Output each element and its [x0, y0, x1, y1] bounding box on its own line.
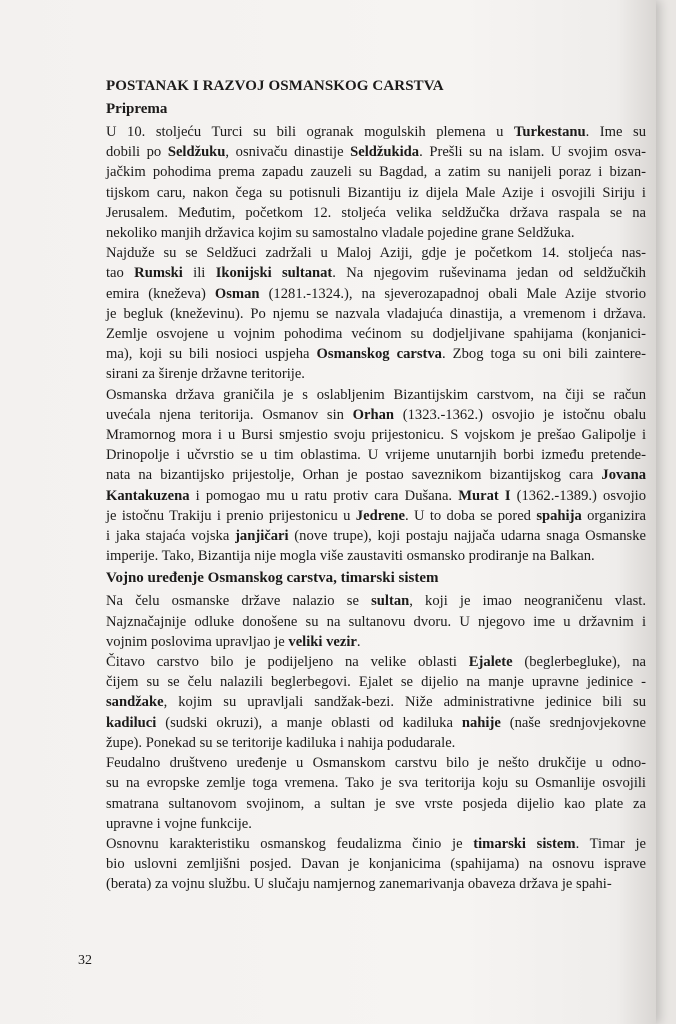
text-line: bio uslovni zemljišni posjed. Davan je konjanicima (spahijama) na osnovu isprave — [106, 856, 646, 873]
text-line: Najduže su se Seldžuci zadržali u Maloj Aziji, gdje je početkom 14. stoljeća nas- — [106, 245, 646, 262]
text-line: je istočnu Trakiju i prenio prijestonicu u Jedrene. U to doba se pored spahija organizira — [106, 507, 646, 524]
bold-term: Murat I — [458, 487, 511, 504]
bold-term: Jovana — [601, 467, 646, 484]
bold-term: janjičari — [235, 528, 289, 545]
bold-term: veliki vezir — [288, 633, 357, 650]
text-line: imperije. Tako, Bizantija nije mogla više zaustaviti osmansko prodiranje na Balkan. — [106, 548, 595, 565]
text-line: upravne i vojne funkcije. — [106, 815, 252, 832]
bold-term: Rumski — [134, 265, 183, 282]
bold-term: Jedrene — [355, 507, 405, 524]
text-line: tao Rumski ili Ikonijski sultanat. Na njegovim ruševinama jedan od seldžučkih — [106, 265, 646, 282]
paragraph-2 — [106, 243, 646, 384]
text-line: župe). Ponekad su se teritorije kadiluka i nahija podudarale. — [106, 734, 456, 751]
text-line: sandžake, kojim su upravljali sandžak-bezi. Niže administrativne jedinice bili su — [106, 694, 646, 711]
text-line: Zemlje osvojene u vojnim pohodima većinom su dodjeljivane spahijama (konjanici- — [106, 326, 646, 343]
text-line: jačkim pohodima prema zapadu zauzeli su Bagdad, a zatim su nanijeli poraz i bizan- — [106, 164, 646, 181]
bold-term: Kantakuzena — [106, 487, 190, 504]
text-line: kadiluci (sudski okruzi), a manje oblasti od kadiluka nahije (naše srednjovjekovne — [106, 714, 646, 731]
bold-term: timarski sistem — [473, 835, 576, 852]
text-line: ma), koji su bili nosioci uspjeha Osmanskog carstva. Zbog toga su oni bili zaintere- — [106, 346, 647, 363]
text-line: Osnovnu karakteristiku osmanskog feudalizma činio je timarski sistem. Timar je — [106, 835, 646, 852]
text-line: Kantakuzena i pomogao mu u ratu protiv cara Dušana. Murat I (1362.-1389.) osvojio — [106, 487, 647, 504]
text-line: je begluk (kneževinu). Po njemu se nazvala vladajuća dinastija, a vremenom i država. — [106, 305, 646, 322]
bold-term: Osman — [214, 285, 260, 302]
text-line: dobili po Seldžuku, osnivaču dinastije Seldžukida. Prešli su na islam. U svojim osva- — [106, 144, 646, 161]
paragraph-7 — [106, 834, 646, 895]
text-line: U 10. stoljeću Turci su bili ogranak mogulskih plemena u Turkestanu. Ime su — [106, 124, 646, 140]
text-line: uvećala njena teritorija. Osmanov sin Orhan (1323.-1362.) osvojio je istočnu obalu — [106, 406, 646, 423]
text-line: Na čelu osmanske države nalazio se sultan, koji je imao neograničenu vlast. — [106, 593, 646, 610]
text-line: tijskom caru, nakon čega su potisnuli Bizantiju iz dijela Male Azije i osvojili Siriju i — [106, 184, 646, 201]
bold-term: Seldžuku — [167, 144, 226, 161]
bold-term: sandžake — [106, 694, 164, 711]
chapter-title: POSTANAK I RAZVOJ OSMANSKOG CARSTVA — [106, 78, 444, 94]
text-line: i jaka stajaća vojska janjičari (nove trupe), koji postaju najjača udarna snaga Osmanske — [106, 528, 646, 545]
text-line: Najznačajnije odluke donošene su na sultanovu dvoru. U njegovo ime u državnim i — [106, 613, 646, 630]
paragraph-4 — [106, 591, 646, 652]
bold-term: Orhan — [352, 406, 395, 423]
bold-term: Seldžukida — [350, 144, 420, 161]
section-heading-vojno-uredenje: Vojno uređenje Osmanskog carstva, timarski sistem — [106, 570, 439, 587]
bold-term: Ejalete — [468, 654, 513, 671]
page-number: 32 — [78, 953, 92, 968]
text-line: Feudalno društveno uređenje u Osmanskom carstvu bilo je nešto drukčije u odno- — [106, 755, 646, 772]
text-line: čijem su se čelu nalazili beglerbegovi. Ejalet se dijelio na manje upravne jedinice - — [106, 674, 646, 691]
text-line: nata na bizantijsko prijestolje, Orhan je postao saveznikom bizantijskog cara Jovana — [106, 467, 646, 484]
text-line: vojnim poslovima upravljao je veliki vezir. — [106, 633, 361, 650]
bold-term: Osmanskog carstva — [316, 346, 442, 363]
text-line: Čitavo carstvo bilo je podijeljeno na velike oblasti Ejalete (beglerbegluke), na — [106, 654, 646, 671]
text-line: (berata) za vojnu službu. U slučaju namjernog zanemarivanja obaveza država je spahi- — [106, 876, 612, 893]
paragraph-3 — [106, 385, 646, 567]
text-line: Mramornog mora i u Bursi smjestio svoju prijestonicu. S vojskom je prešao Galipolje i — [106, 427, 646, 444]
bold-term: Turkestanu — [513, 124, 586, 140]
text-line: Osmanska država graničila je s oslabljenim Bizantijskim carstvom, na čiji se račun — [106, 386, 646, 403]
text-line: Drinopolje i učvrstio se u tim oblastima. U vrijeme unutarnjih borbi između pretende- — [106, 447, 646, 464]
text-line: nekoliko manjih državica kojim su samostalno vladale pojedine grane Seldžuka. — [106, 225, 575, 242]
section-heading-priprema: Priprema — [106, 101, 168, 117]
page-content — [106, 78, 646, 895]
text-line: smatrana sultanovom svojinom, a sultan je sve vrste posjeda dijelio kao plate za — [106, 795, 646, 812]
bold-term: sultan — [371, 593, 410, 610]
paragraph-1 — [106, 122, 646, 243]
paragraph-6 — [106, 753, 646, 834]
bold-term: spahija — [536, 507, 582, 524]
text-line: emira (kneževa) Osman (1281.-1324.), na sjeverozapadnoj obali Male Azije stvorio — [106, 285, 646, 302]
bold-term: kadiluci — [106, 714, 157, 731]
text-line: Jerusalem. Međutim, početkom 12. stoljeća velika seldžučka država raspala se na — [106, 204, 646, 221]
bold-term: Ikonijski sultanat — [215, 265, 333, 282]
text-line: su na evropske zemlje toga vremena. Tako je sva teritorija koju su Osmanlije osvojili — [106, 775, 646, 792]
paragraph-5 — [106, 652, 646, 753]
bold-term: nahije — [461, 714, 501, 731]
text-line: sirani za širenje državne teritorije. — [106, 366, 305, 383]
